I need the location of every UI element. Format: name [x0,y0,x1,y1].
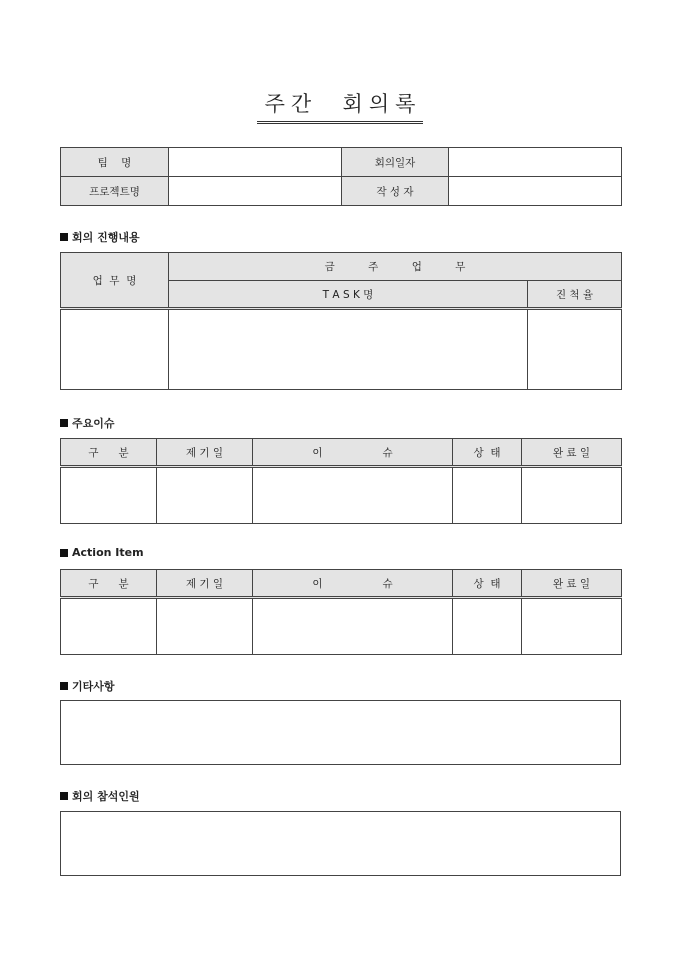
issues-col-status: 상 태 [453,439,522,467]
issues-cell[interactable] [157,467,253,524]
issues-cell[interactable] [253,467,453,524]
attendees-heading-text: 회의 참석인원 [72,790,140,803]
progress-rate-cell[interactable] [528,309,622,390]
actions-heading-text: Action Item [72,546,144,559]
document-title-wrap [0,88,680,124]
square-bullet-icon [60,792,68,800]
etc-heading-text: 기타사항 [72,680,115,693]
task-name-header: 업 무 명 [61,253,169,309]
square-bullet-icon [60,549,68,557]
issues-heading-text: 주요이슈 [72,417,115,430]
progress-rate-header: 진 척 율 [528,281,622,309]
project-label: 프로젝트명 [61,177,169,206]
issues-col-category: 구 분 [61,439,157,467]
actions-col-status: 상 태 [453,570,522,598]
meeting-date-label: 회의일자 [342,148,449,177]
attendees-heading [60,788,140,804]
square-bullet-icon [60,682,68,690]
actions-cell[interactable] [157,598,253,655]
issues-cell[interactable] [61,467,157,524]
issues-cell[interactable] [453,467,522,524]
issues-col-raised-date: 제 기 일 [157,439,253,467]
team-label: 팀 명 [61,148,169,177]
author-label: 작 성 자 [342,177,449,206]
issues-cell[interactable] [522,467,622,524]
task-name-cell[interactable] [61,309,169,390]
issues-heading [60,415,115,431]
actions-heading [60,546,144,559]
issues-col-issue: 이 슈 [253,439,453,467]
team-value[interactable] [169,148,342,177]
actions-cell[interactable] [61,598,157,655]
etc-heading [60,678,115,694]
etc-box[interactable] [60,700,621,765]
attendees-box[interactable] [60,811,621,876]
actions-cell[interactable] [522,598,622,655]
square-bullet-icon [60,233,68,241]
actions-col-raised-date: 제 기 일 [157,570,253,598]
actions-col-done-date: 완 료 일 [522,570,622,598]
task-header: T A S K 명 [169,281,528,309]
actions-col-issue: 이 슈 [253,570,453,598]
meeting-date-value[interactable] [449,148,622,177]
weekly-tasks-header: 금 주 업 무 [169,253,622,281]
task-cell[interactable] [169,309,528,390]
actions-cell[interactable] [253,598,453,655]
progress-heading [60,229,140,245]
actions-cell[interactable] [453,598,522,655]
actions-col-category: 구 분 [61,570,157,598]
info-table [60,147,622,206]
issues-table [60,438,622,524]
issues-col-done-date: 완 료 일 [522,439,622,467]
project-value[interactable] [169,177,342,206]
progress-heading-text: 회의 진행내용 [72,231,140,244]
square-bullet-icon [60,419,68,427]
author-value[interactable] [449,177,622,206]
actions-table [60,569,622,655]
progress-table [60,252,622,390]
document-title: 주간 회의록 [257,88,424,124]
